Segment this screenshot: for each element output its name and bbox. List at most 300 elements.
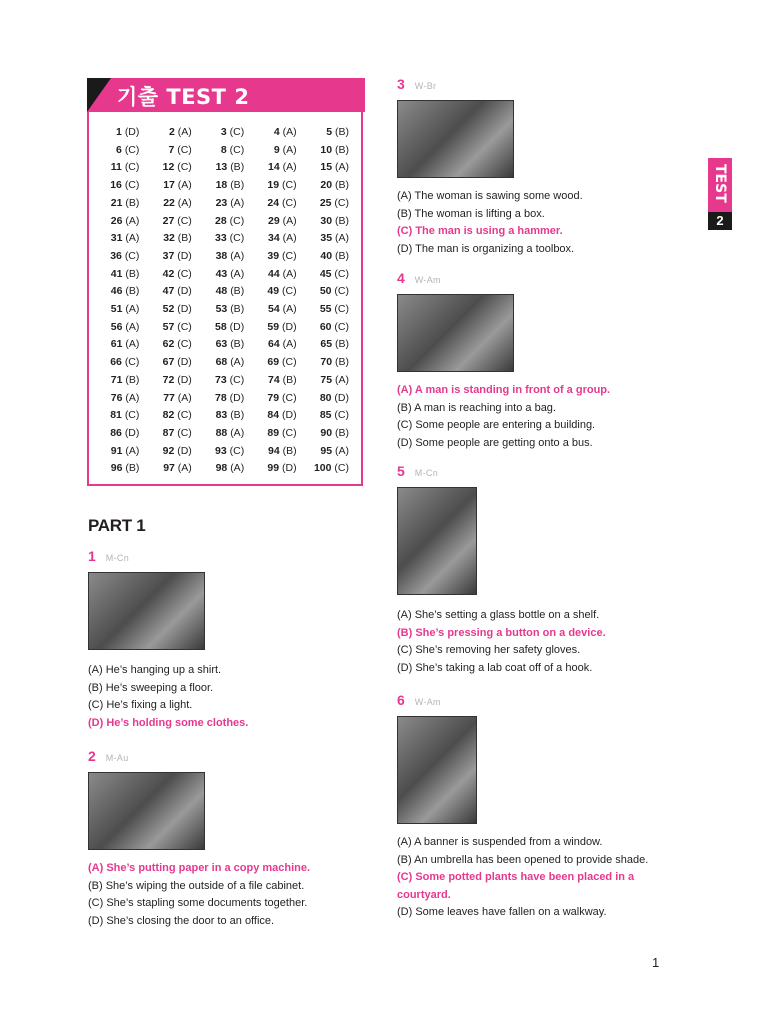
- answer-key-cell: [305, 195, 357, 213]
- option-a-answer: (A) She’s putting paper in a copy machine.: [88, 862, 311, 874]
- answer-key-cell: [305, 230, 357, 248]
- question-1: [88, 548, 248, 732]
- answer-key-choice: (A): [230, 249, 245, 262]
- answer-key-cell: [147, 336, 199, 354]
- answer-key-cell: [200, 390, 252, 408]
- question-photo: [397, 294, 514, 372]
- answer-key-cell: [305, 301, 357, 319]
- part-title: PART 1: [88, 516, 146, 535]
- option-c: (C) She’s removing her safety gloves.: [397, 644, 581, 656]
- answer-key-choice: (A): [177, 391, 192, 404]
- answer-key-cell: [95, 354, 147, 372]
- option-a: (A) She’s setting a glass bottle on a shelf.: [397, 609, 600, 621]
- answer-key-choice: (B): [335, 214, 349, 227]
- option-a: (A) A banner is suspended from a window.: [397, 836, 603, 848]
- answer-key-choice: (C): [177, 214, 192, 227]
- answer-key-choice: (C): [177, 267, 192, 280]
- answer-key-choice: (B): [125, 285, 140, 298]
- answer-key-cell: [252, 124, 304, 142]
- question-6: [397, 692, 657, 922]
- answer-key-choice: (B): [230, 161, 245, 174]
- answer-key-number: 30: [320, 214, 333, 227]
- answer-key-number: 62: [162, 338, 175, 351]
- answer-key-choice: (C): [282, 356, 297, 369]
- answer-key-choice: (B): [282, 373, 297, 386]
- answer-key-choice: (A): [125, 303, 140, 316]
- answer-key-choice: (D): [177, 249, 192, 262]
- answer-key-choice: (A): [177, 179, 192, 192]
- answer-key-choice: (D): [124, 426, 140, 439]
- answer-key-number: 5: [326, 126, 333, 138]
- question-number: 3: [397, 76, 405, 92]
- answer-key-number: 1: [116, 126, 122, 138]
- answer-key-cell: [252, 407, 304, 425]
- answer-key-choice: (A): [335, 232, 349, 245]
- answer-key-choice: (A): [177, 462, 192, 475]
- answer-key-number: 41: [110, 267, 123, 280]
- answer-key-number: 74: [267, 373, 280, 386]
- answer-key-number: 86: [110, 426, 122, 439]
- answer-key-number: 35: [320, 232, 333, 245]
- option-a: (A) The woman is sawing some wood.: [397, 190, 583, 202]
- answer-key-cell: [305, 354, 357, 372]
- answer-key-choice: (C): [177, 338, 192, 351]
- answer-key-cell: [252, 195, 304, 213]
- answer-key-choice: (C): [124, 161, 140, 174]
- answer-key-number: 8: [220, 143, 227, 156]
- answer-key-cell: [147, 390, 199, 408]
- answer-key-cell: [95, 213, 147, 231]
- answer-key-number: 27: [162, 214, 175, 227]
- side-tab-number: 2: [708, 212, 732, 230]
- side-tab-label: TEST: [712, 164, 728, 203]
- answer-key-choice: (A): [230, 267, 245, 280]
- answer-key-number: 24: [267, 196, 280, 209]
- answer-key-choice: (C): [229, 126, 245, 138]
- answer-key-cell: [252, 248, 304, 266]
- answer-key-number: 80: [319, 391, 332, 404]
- answer-key-cell: [252, 336, 304, 354]
- answer-key-cell: [147, 124, 199, 142]
- answer-key-cell: [252, 177, 304, 195]
- answer-key-choice: (C): [229, 214, 245, 227]
- answer-key-number: 100: [313, 462, 332, 475]
- answer-key-choice: (A): [282, 232, 297, 245]
- answer-key-cell: [305, 283, 357, 301]
- answer-key-number: 50: [319, 285, 332, 298]
- answer-key-cell: [95, 177, 147, 195]
- answer-key-cell: [95, 195, 147, 213]
- answer-key-number: 43: [215, 267, 228, 280]
- answer-key-choice: (A): [125, 391, 140, 404]
- question-number: 1: [88, 548, 96, 564]
- answer-key-number: 54: [267, 303, 280, 316]
- answer-key-choice: (C): [282, 426, 297, 439]
- answer-key-cell: [252, 425, 304, 443]
- answer-key-cell: [147, 443, 199, 461]
- answer-key-number: 15: [320, 161, 333, 174]
- answer-key-cell: [200, 443, 252, 461]
- answer-key-number: 45: [319, 267, 332, 280]
- answer-key-number: 59: [267, 320, 280, 333]
- answer-key-cell: [147, 301, 199, 319]
- answer-key-cell: [95, 230, 147, 248]
- answer-key-choice: (A): [125, 338, 140, 351]
- answer-key-number: 82: [162, 409, 175, 422]
- question-photo: [397, 716, 477, 824]
- answer-key-choice: (D): [124, 126, 140, 138]
- answer-key-number: 69: [267, 356, 280, 369]
- answer-key-choice: (B): [335, 426, 349, 439]
- answer-key-number: 66: [110, 356, 122, 369]
- answer-key-choice: (C): [282, 391, 297, 404]
- answer-key-choice: (B): [282, 444, 297, 457]
- answer-key-cell: [147, 460, 199, 478]
- answer-key-cell: [305, 390, 357, 408]
- answer-key-number: 19: [267, 179, 280, 192]
- answer-key-choice: (C): [229, 444, 245, 457]
- answer-key-cell: [147, 230, 199, 248]
- page-number: 1: [652, 955, 660, 970]
- answer-key-number: 85: [319, 409, 332, 422]
- answer-key-choice: (A): [282, 338, 297, 351]
- answer-key-number: 6: [116, 143, 122, 156]
- answer-key-cell: [252, 213, 304, 231]
- answer-key-number: 89: [267, 426, 280, 439]
- answer-key-choice: (A): [282, 267, 297, 280]
- option-c: (C) Some people are entering a building.: [397, 419, 596, 431]
- answer-key-header: [87, 78, 365, 112]
- answer-key-cell: [305, 266, 357, 284]
- answer-key-cell: [95, 425, 147, 443]
- answer-key-cell: [252, 372, 304, 390]
- question-number: 5: [397, 463, 405, 479]
- answer-key-choice: (C): [334, 462, 349, 475]
- answer-key-choice: (C): [124, 356, 140, 369]
- answer-key-cell: [200, 124, 252, 142]
- answer-key-number: 99: [267, 462, 280, 475]
- answer-key-number: 33: [215, 232, 227, 245]
- answer-key-number: 81: [110, 409, 122, 422]
- answer-key-choice: (D): [229, 320, 245, 333]
- answer-key-cell: [147, 177, 199, 195]
- answer-key-cell: [305, 248, 357, 266]
- option-c-answer: (C) The man is using a hammer.: [397, 225, 563, 237]
- answer-key-choice: (A): [335, 444, 349, 457]
- answer-key-choice: (D): [229, 391, 245, 404]
- answer-key-number: 88: [215, 426, 228, 439]
- answer-key-cell: [200, 407, 252, 425]
- answer-key-cell: [252, 159, 304, 177]
- answer-key-choice: (C): [177, 161, 192, 174]
- answer-key-number: 83: [215, 409, 228, 422]
- answer-key-cell: [305, 177, 357, 195]
- answer-key-number: 75: [320, 373, 333, 386]
- answer-key-cell: [200, 195, 252, 213]
- answer-key-number: 72: [162, 373, 175, 386]
- speaker-code: M-Cn: [414, 468, 438, 478]
- answer-key-cell: [95, 266, 147, 284]
- answer-key-cell: [95, 283, 147, 301]
- answer-key-number: 32: [163, 232, 175, 245]
- option-c-answer: (C) Some potted plants have been placed in a courtyard.: [397, 871, 635, 901]
- answer-key-cell: [252, 142, 304, 160]
- answer-key-number: 76: [110, 391, 123, 404]
- answer-key-choice: (A): [125, 232, 140, 245]
- answer-key-cell: [147, 159, 199, 177]
- option-d: (D) Some people are getting onto a bus.: [397, 436, 593, 449]
- answer-key-number: 61: [110, 338, 123, 351]
- answer-key-number: 38: [215, 249, 228, 262]
- answer-key-number: 47: [162, 285, 175, 298]
- answer-key-choice: (C): [124, 143, 140, 156]
- answer-key-choice: (D): [282, 409, 297, 422]
- answer-key-number: 93: [215, 444, 227, 457]
- question-photo: [397, 487, 477, 595]
- answer-key-number: 39: [267, 249, 280, 262]
- answer-key-cell: [200, 230, 252, 248]
- answer-key-choice: (B): [125, 373, 140, 386]
- option-b: (B) A man is reaching into a bag.: [397, 401, 556, 414]
- question-photo: [397, 100, 514, 178]
- answer-key-cell: [252, 283, 304, 301]
- answer-key-cell: [252, 266, 304, 284]
- answer-key-cell: [305, 159, 357, 177]
- option-d: (D) She’s closing the door to an office.: [88, 914, 275, 927]
- question-5: [397, 463, 606, 677]
- answer-key-number: 70: [320, 356, 333, 369]
- answer-key-number: 2: [169, 126, 175, 138]
- answer-key-choice: (C): [229, 232, 245, 245]
- answer-key-choice: (D): [282, 462, 297, 475]
- answer-key-number: 21: [110, 196, 123, 209]
- answer-key-number: 34: [267, 232, 280, 245]
- answer-key-number: 28: [215, 214, 227, 227]
- option-c: (C) She’s stapling some documents together.: [88, 897, 308, 909]
- answer-key-number: 55: [319, 303, 332, 316]
- answer-key-choice: (B): [335, 126, 349, 138]
- answer-key-number: 46: [110, 285, 123, 298]
- answer-key-number: 9: [273, 143, 280, 156]
- answer-key-cell: [147, 407, 199, 425]
- header-notch: [87, 78, 111, 112]
- answer-key-choice: (A): [282, 214, 297, 227]
- answer-key-choice: (C): [334, 303, 349, 316]
- answer-key-cell: [200, 460, 252, 478]
- answer-key-number: 58: [215, 320, 227, 333]
- answer-key-number: 23: [215, 196, 228, 209]
- answer-key-number: 7: [168, 143, 175, 156]
- answer-key-number: 79: [267, 391, 280, 404]
- answer-key-choice: (A): [125, 214, 140, 227]
- answer-key-choice: (A): [230, 356, 245, 369]
- option-b: (B) He’s sweeping a floor.: [88, 681, 214, 694]
- answer-key-cell: [200, 354, 252, 372]
- option-d: (D) The man is organizing a toolbox.: [397, 242, 575, 255]
- answer-key-cell: [252, 319, 304, 337]
- answer-key-cell: [305, 142, 357, 160]
- answer-key-choice: (A): [282, 303, 297, 316]
- answer-key-number: 16: [110, 179, 122, 192]
- answer-key-choice: (C): [282, 196, 297, 209]
- answer-key-cell: [200, 177, 252, 195]
- answer-key-choice: (C): [124, 249, 140, 262]
- answer-key-choice: (A): [282, 126, 297, 138]
- answer-key-cell: [147, 372, 199, 390]
- answer-key-choice: (B): [125, 267, 140, 280]
- answer-key-number: 42: [162, 267, 175, 280]
- option-d: (D) She’s taking a lab coat off of a hook.: [397, 661, 593, 674]
- answer-key-number: 96: [110, 462, 123, 475]
- answer-key-cell: [305, 372, 357, 390]
- answer-key-number: 64: [267, 338, 280, 351]
- answer-key-choice: (D): [177, 285, 192, 298]
- answer-key-number: 98: [215, 462, 228, 475]
- answer-key-title: 기출 TEST 2: [117, 85, 250, 109]
- answer-key-cell: [252, 301, 304, 319]
- answer-key-cell: [252, 354, 304, 372]
- answer-key-choice: (C): [124, 179, 140, 192]
- answer-key-number: 52: [162, 303, 175, 316]
- answer-key-cell: [95, 124, 147, 142]
- answer-key-cell: [95, 336, 147, 354]
- answer-key-choice: (A): [177, 126, 192, 138]
- answer-key-choice: (A): [125, 320, 140, 333]
- answer-key-cell: [147, 319, 199, 337]
- answer-key-cell: [147, 142, 199, 160]
- answer-key-number: 63: [215, 338, 228, 351]
- answer-key-cell: [200, 248, 252, 266]
- answer-key-choice: (B): [230, 338, 245, 351]
- answer-key-number: 57: [162, 320, 175, 333]
- answer-key-choice: (C): [124, 409, 140, 422]
- answer-key-choice: (A): [125, 444, 140, 457]
- answer-key-cell: [95, 319, 147, 337]
- answer-key-choice: (B): [230, 409, 245, 422]
- answer-key-cell: [305, 443, 357, 461]
- answer-key-choice: (A): [282, 161, 297, 174]
- answer-key-choice: (C): [177, 409, 192, 422]
- answer-key-number: 26: [110, 214, 123, 227]
- answer-key-cell: [200, 142, 252, 160]
- answer-key-number: 94: [267, 444, 280, 457]
- answer-key-cell: [95, 248, 147, 266]
- question-number: 6: [397, 692, 405, 708]
- answer-key-number: 10: [320, 143, 333, 156]
- answer-key-cell: [200, 301, 252, 319]
- answer-key-number: 78: [215, 391, 227, 404]
- answer-key-cell: [305, 124, 357, 142]
- answer-key-choice: (C): [282, 285, 297, 298]
- answer-key-number: 77: [163, 391, 175, 404]
- option-b-answer: (B) She’s pressing a button on a device.: [397, 626, 606, 639]
- option-b: (B) She’s wiping the outside of a file cabinet.: [88, 879, 305, 892]
- answer-key-number: 11: [110, 161, 122, 174]
- answer-key-cell: [305, 213, 357, 231]
- answer-key-cell: [200, 213, 252, 231]
- answer-key-number: 31: [110, 232, 123, 245]
- answer-key-cell: [305, 425, 357, 443]
- answer-key-cell: [147, 283, 199, 301]
- answer-key-cell: [305, 319, 357, 337]
- answer-key-choice: (B): [335, 179, 349, 192]
- answer-key-choice: (C): [334, 409, 349, 422]
- answer-key-number: 3: [220, 126, 227, 138]
- answer-key-cell: [95, 301, 147, 319]
- answer-key-cell: [252, 460, 304, 478]
- answer-key-choice: (C): [177, 320, 192, 333]
- answer-key-choice: (C): [334, 196, 349, 209]
- answer-key-choice: (C): [282, 249, 297, 262]
- option-d-answer: (D) He’s holding some clothes.: [88, 716, 249, 729]
- answer-key-choice: (C): [334, 320, 349, 333]
- answer-key-cell: [305, 336, 357, 354]
- answer-key-cell: [95, 407, 147, 425]
- speaker-code: M-Au: [105, 753, 129, 763]
- answer-key-choice: (A): [177, 196, 192, 209]
- answer-key-choice: (B): [230, 303, 245, 316]
- option-d: (D) Some leaves have fallen on a walkway.: [397, 906, 607, 918]
- answer-key-cell: [200, 425, 252, 443]
- answer-key-choice: (A): [282, 143, 297, 156]
- answer-key-choice: (B): [335, 143, 349, 156]
- answer-key-number: 25: [319, 196, 332, 209]
- answer-key-number: 51: [110, 303, 123, 316]
- answer-key-number: 44: [267, 267, 280, 280]
- answer-key-number: 73: [215, 373, 227, 386]
- answer-key-choice: (B): [230, 285, 245, 298]
- answer-key-number: 68: [215, 356, 228, 369]
- answer-key-number: 92: [162, 444, 175, 457]
- answer-key-number: 48: [215, 285, 228, 298]
- answer-key-cell: [200, 319, 252, 337]
- answer-key-choice: (A): [230, 196, 245, 209]
- answer-key-cell: [147, 425, 199, 443]
- answer-key-choice: (A): [335, 373, 349, 386]
- question-photo: [88, 572, 205, 650]
- answer-key-choice: (D): [177, 303, 192, 316]
- answer-key-choice: (D): [177, 444, 192, 457]
- speaker-code: W-Br: [414, 81, 437, 91]
- answer-key-number: 18: [215, 179, 228, 192]
- answer-key-cell: [147, 354, 199, 372]
- answer-key-choice: (B): [230, 179, 245, 192]
- answer-key-choice: (C): [177, 143, 192, 156]
- answer-key-cell: [95, 460, 147, 478]
- answer-key-cell: [252, 390, 304, 408]
- answer-key-number: 87: [162, 426, 175, 439]
- answer-key-number: 67: [162, 356, 175, 369]
- answer-key-number: 20: [320, 179, 333, 192]
- answer-key-choice: (D): [334, 391, 349, 404]
- answer-key-choice: (D): [177, 356, 192, 369]
- answer-key-number: 90: [320, 426, 333, 439]
- option-c: (C) He’s fixing a light.: [88, 699, 193, 711]
- answer-key-number: 49: [267, 285, 280, 298]
- answer-key-number: 95: [320, 444, 333, 457]
- question-2: [88, 748, 310, 930]
- answer-key-grid: [95, 124, 357, 478]
- answer-key-number: 71: [110, 373, 123, 386]
- question-number: 4: [397, 270, 405, 286]
- answer-key-number: 37: [162, 249, 175, 262]
- answer-key-number: 17: [163, 179, 175, 192]
- question-3: [397, 76, 583, 258]
- answer-key-box: [87, 78, 363, 486]
- answer-key-cell: [305, 460, 357, 478]
- answer-key-cell: [147, 266, 199, 284]
- answer-key-number: 13: [215, 161, 228, 174]
